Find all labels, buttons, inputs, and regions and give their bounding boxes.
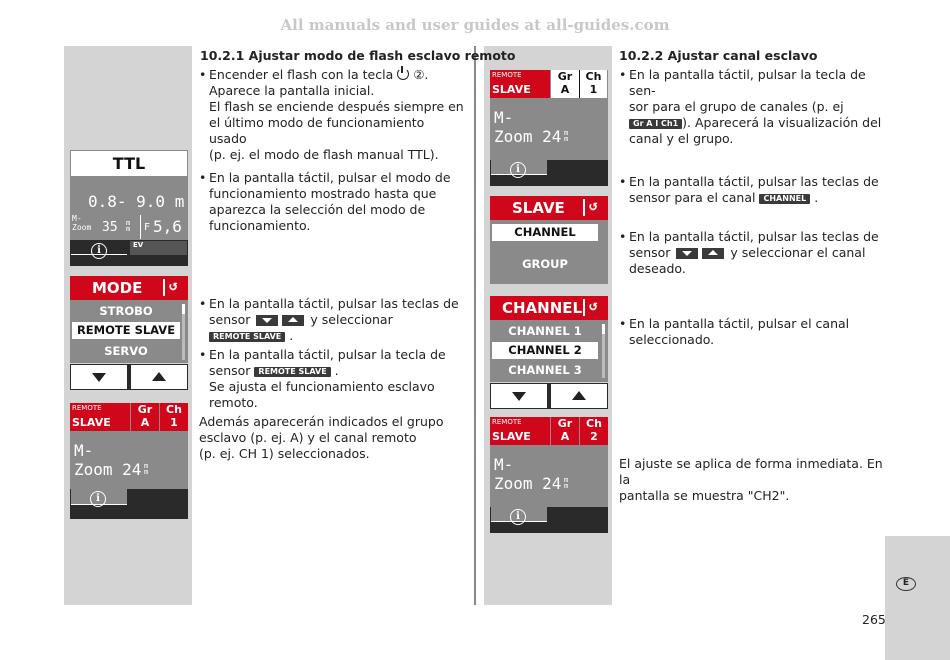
column-divider: [474, 46, 476, 605]
mode-line: M-: [494, 108, 514, 127]
channel-menu-title: CHANNEL: [502, 299, 583, 317]
menu-item-remote-slave[interactable]: REMOTE SLAVE: [72, 322, 180, 339]
right-paragraph-3: • En la pantalla táctil, pulsar las teclas de sensor y seleccionar el canal deseado.: [619, 229, 884, 277]
remote-slave-key-label: REMOTE SLAVE: [254, 367, 330, 377]
zoom-unit: m m: [564, 476, 569, 490]
zoom-line: Zoom 24: [494, 474, 562, 493]
remote-label: REMOTE: [72, 404, 102, 412]
right-paragraph-4: • En la pantalla táctil, pulsar el canal seleccionado.: [619, 316, 884, 348]
group-button[interactable]: Gr A: [131, 403, 159, 431]
scroll-up-button[interactable]: [131, 365, 187, 389]
mode-menu-screen: [70, 276, 188, 363]
range-readout: 0.8- 9.0 m: [88, 192, 185, 211]
right-paragraph-5: El ajuste se aplica de forma inmediata. En la pantalla se muestra "CH2".: [619, 456, 883, 503]
scroll-down-button[interactable]: [71, 365, 127, 389]
remote-label: REMOTE: [492, 71, 522, 79]
language-tab: [885, 536, 950, 660]
slave-menu-screen: [490, 196, 608, 284]
scroll-down-button[interactable]: [491, 384, 547, 408]
mode-line: M-: [494, 455, 514, 474]
section-heading-slave-channel: 10.2.2 Ajustar canal esclavo: [619, 48, 818, 63]
info-icon[interactable]: i: [91, 243, 107, 259]
channel-button[interactable]: Ch 2: [580, 417, 608, 445]
zoom-value[interactable]: 35: [102, 220, 118, 235]
mode-line: M-: [74, 441, 94, 460]
right-paragraph-2: • En la pantalla táctil, pulsar las teclas de sensor para el canal CHANNEL .: [619, 174, 884, 206]
back-icon[interactable]: ↺: [589, 198, 598, 214]
menu-item-channel-2[interactable]: CHANNEL 2: [492, 342, 598, 359]
zoom-unit: m m: [144, 462, 149, 476]
remote-slave-key-label: REMOTE SLAVE: [209, 332, 285, 342]
group-channel-button[interactable]: Gr A Ch 1: [551, 70, 607, 98]
slave-label: SLAVE: [72, 416, 111, 429]
power-icon: [397, 68, 409, 80]
scrollbar-thumb[interactable]: [182, 304, 185, 314]
info-icon[interactable]: i: [90, 491, 106, 507]
up-arrow-key-icon: [282, 315, 304, 326]
zoom-line: Zoom 24: [494, 127, 562, 146]
ev-button[interactable]: EV: [130, 241, 187, 255]
scroll-up-button[interactable]: [551, 384, 607, 408]
menu-item-group[interactable]: GROUP: [522, 257, 568, 271]
zoom-line: Zoom 24: [74, 460, 142, 479]
info-icon[interactable]: i: [510, 162, 526, 178]
ttl-screen: [70, 150, 188, 266]
down-arrow-key-icon: [676, 248, 698, 259]
section-heading-remote-slave: 10.2.1 Ajustar modo de flash esclavo remoto: [200, 48, 516, 63]
zoom-unit: m m: [126, 219, 131, 233]
left-paragraph-4: • En la pantalla táctil, pulsar la tecla de sensor REMOTE SLAVE . Se ajusta el funcionamiento esclavo remoto.: [199, 347, 464, 411]
menu-item-channel[interactable]: CHANNEL: [492, 224, 598, 241]
left-paragraph-3: • En la pantalla táctil, pulsar las teclas de sensor y seleccionar REMOTE SLAVE .: [199, 296, 464, 344]
language-badge: E: [896, 577, 916, 591]
left-paragraph-5: Además aparecerán indicados el grupo esclavo (p. ej. A) y el canal remoto (p. ej. CH 1) seleccionados.: [199, 414, 444, 461]
zoom-unit: m m: [564, 129, 569, 143]
slave-status-screen-top: [490, 70, 608, 186]
ttl-mode-button[interactable]: TTL: [71, 151, 187, 176]
menu-item-servo[interactable]: SERVO: [104, 344, 148, 358]
slave-label: SLAVE: [492, 83, 531, 96]
group-channel-key-label: Gr A I Ch1: [629, 119, 682, 129]
watermark: All manuals and user guides at all-guides.com: [280, 16, 670, 34]
menu-item-channel-3[interactable]: CHANNEL 3: [508, 363, 582, 377]
mode-label: M- Zoom: [72, 214, 92, 232]
back-icon[interactable]: ↺: [589, 298, 598, 314]
remote-label: REMOTE: [492, 418, 522, 426]
divider: [140, 215, 141, 239]
scrollbar-thumb[interactable]: [602, 324, 605, 334]
aperture-label: F: [144, 222, 151, 233]
up-arrow-key-icon: [702, 248, 724, 259]
info-icon[interactable]: i: [510, 509, 526, 525]
aperture-value[interactable]: 5,6: [153, 217, 182, 236]
left-paragraph-1: • Encender el flash con la tecla ②. Aparece la pantalla inicial. El flash se enciende después siempre en el último modo de funcionamiento usado (p. ej. el modo de flash manual TTL).: [199, 67, 464, 163]
channel-key-label: CHANNEL: [759, 194, 810, 204]
menu-item-channel-1[interactable]: CHANNEL 1: [508, 324, 582, 338]
right-paragraph-1: • En la pantalla táctil, pulsar la tecla de sen- sor para el grupo de canales (p. ej Gr A I Ch1 ). Aparecerá la visualización del canal y el grupo.: [619, 67, 884, 147]
down-arrow-key-icon: [256, 315, 278, 326]
slave-label: SLAVE: [492, 430, 531, 443]
slave-status-screen-ch2: [490, 417, 608, 533]
group-button[interactable]: Gr A: [551, 417, 579, 445]
page-number: 265: [862, 612, 886, 627]
channel-menu-screen: [490, 296, 608, 382]
slave-menu-title: SLAVE: [512, 199, 565, 217]
mode-title: MODE: [92, 279, 143, 297]
slave-status-screen-ch1: [70, 403, 188, 519]
channel-button[interactable]: Ch 1: [160, 403, 188, 431]
left-paragraph-2: • En la pantalla táctil, pulsar el modo de funcionamiento mostrado hasta que aparezca la selección del modo de funcionamiento.: [199, 170, 464, 234]
menu-item-strobo[interactable]: STROBO: [99, 304, 153, 318]
back-icon[interactable]: ↺: [169, 278, 178, 294]
